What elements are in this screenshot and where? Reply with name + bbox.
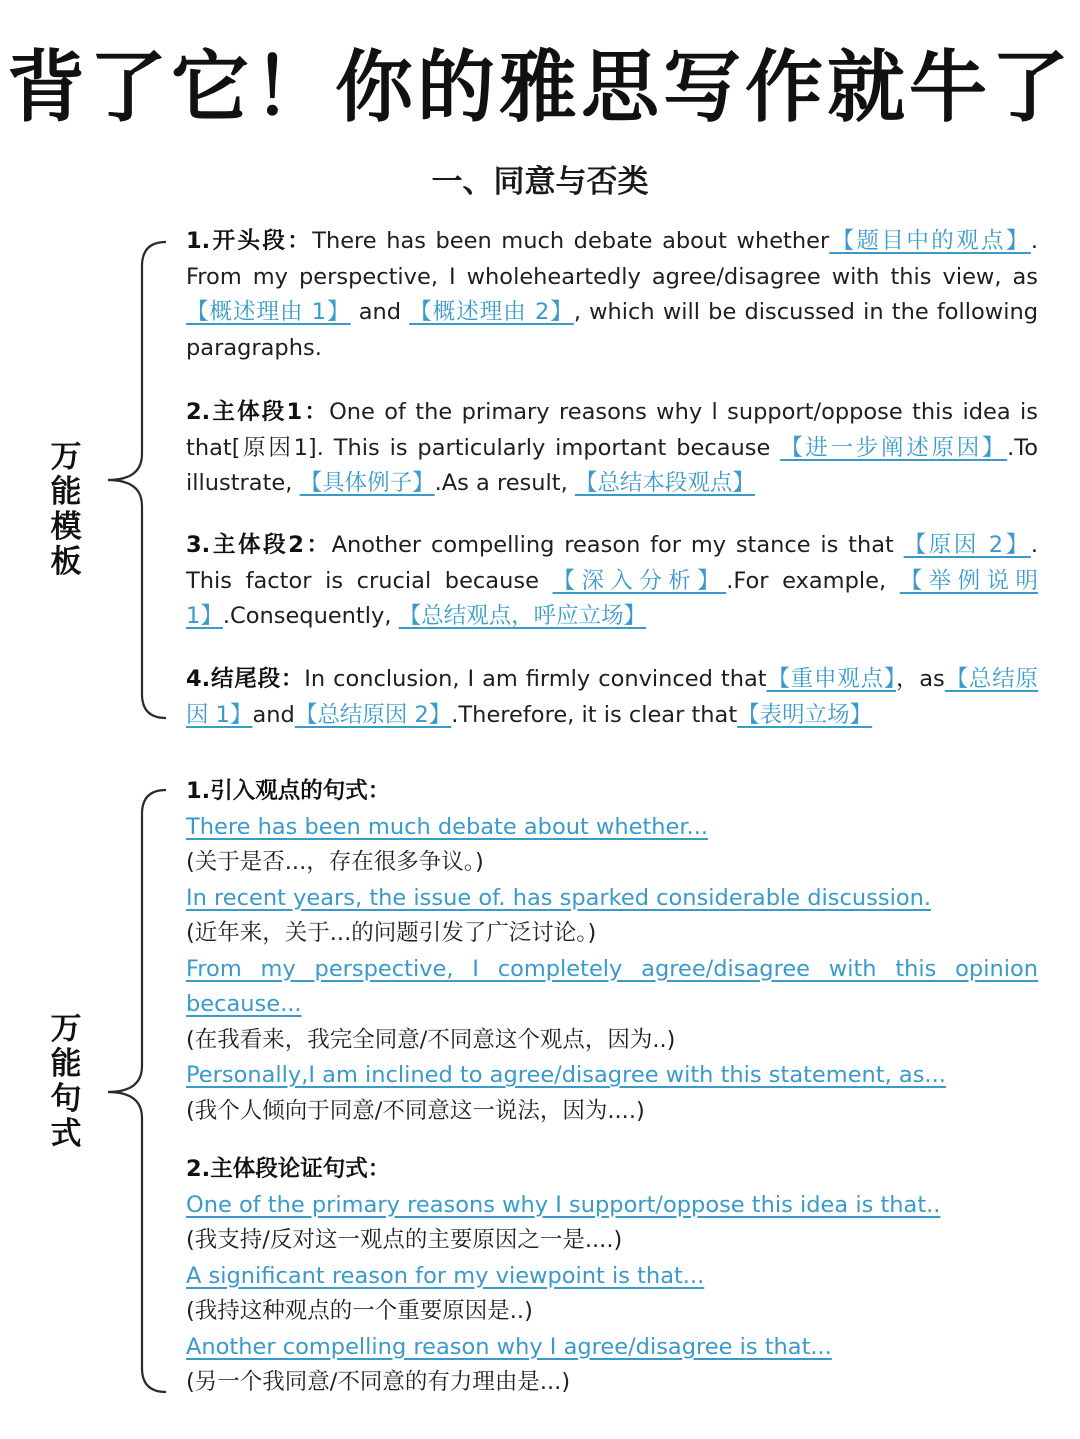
paragraph-text: .Therefore, it is clear that [451,701,738,728]
chinese-translation: (我持这种观点的一个重要原因是..) [186,1298,533,1324]
english-sentence: Personally,I am inclined to agree/disagree with this statement, as... [186,1062,946,1088]
english-sentence: A significant reason for my viewpoint is that... [186,1262,705,1289]
sentence-group-2 [186,1152,1038,1401]
paragraph-text: .To illustrate, [186,434,1038,496]
group-heading: 2.主体段论证句式： [186,1156,391,1182]
paragraph-text: Another compelling reason for my stance is that [331,532,904,558]
paragraph-label: 3.主体段2： [186,532,332,558]
paragraph-text: One of the primary reasons why l support/oppose this idea is that[原因1]. This is particularly important because [186,399,1038,461]
english-sentence: There has been much debate about whether... [186,813,709,840]
paragraph-text: , which will be discussed in the following paragraphs. [186,299,1039,361]
paragraph-text: and [252,701,295,728]
english-sentence: In recent years, the issue of. has sparked considerable discussion. [186,884,931,911]
placeholder: 【总结本段观点】 [574,470,755,496]
paragraph-text: .For example, [726,567,900,594]
english-sentence: Another compelling reason why I agree/disagree is that... [186,1333,832,1360]
placeholder: 【题目中的观点】 [829,228,1031,254]
paragraph-label: 1.开头段： [186,228,313,254]
chinese-translation: (关于是否...，存在很多争议。) [186,849,484,875]
chinese-translation: (近年来，关于...的问题引发了广泛讨论。) [186,920,597,946]
paragraph-text: In conclusion, I am firmly convinced that [304,666,767,692]
paragraph-label: 2.主体段1： [186,399,330,425]
side-label-template: 万 能 模 板 [50,439,82,580]
placeholder: 【表明立场】 [737,701,873,728]
section-heading: 一、同意与否类 [431,164,649,200]
chinese-translation: (在我看来，我完全同意/不同意这个观点，因为..) [186,1026,676,1053]
placeholder: 【进一步阐述原因】 [780,434,1008,461]
chinese-translation: (我个人倾向于同意/不同意这一说法，因为....) [186,1097,645,1124]
brace-template [100,240,170,720]
placeholder: 【举例说明 1】 [186,567,1039,629]
english-sentence: From my perspective, I completely agree/disagree with this opinion because... [186,955,1038,1017]
template-paragraph-1 [186,224,1038,366]
chinese-translation: (我支持/反对这一观点的主要原因之一是....) [186,1227,623,1253]
chinese-translation: (另一个我同意/不同意的有力理由是...) [186,1369,571,1395]
page-title: 背了它！你的雅思写作就牛了 [6,43,1073,133]
paragraph-text: .As a result, [434,470,575,496]
template-paragraph-4 [186,662,1038,733]
placeholder: 【总结原因 2】 [294,701,452,728]
placeholder: 【原因 2】 [903,532,1031,558]
placeholder: 【总结原因 1】 [186,666,1038,728]
group-heading: 1.引入观点的句式： [186,778,391,804]
english-sentence: One of the primary reasons why I support/oppose this idea is that.. [186,1191,941,1218]
placeholder: 【具体例子】 [299,470,435,496]
template-paragraph-2 [186,395,1038,502]
sentence-group-1 [186,774,1038,1129]
paragraph-label: 4.结尾段： [186,666,305,692]
placeholder: 【概述理由 2】 [409,299,574,325]
paragraph-text: and [350,299,410,325]
paragraph-text: . This factor is crucial because [186,532,1038,594]
placeholder: 【深入分析】 [552,567,727,594]
side-label-sentences: 万 能 句 式 [50,1011,82,1152]
placeholder: 【总结观点，呼应立场】 [398,603,647,629]
template-paragraph-3 [186,528,1038,635]
paragraph-text: . From my perspective, I wholeheartedly agree/disagree with this view, as [186,228,1038,290]
paragraph-text: There has been much debate about whether [312,228,830,254]
placeholder: 【重申观点】 [766,666,896,692]
brace-sentences [100,788,170,1394]
paragraph-text: .Consequently, [222,603,399,629]
placeholder: 【概述理由 1】 [186,299,351,325]
paragraph-text: ，as [895,666,945,692]
